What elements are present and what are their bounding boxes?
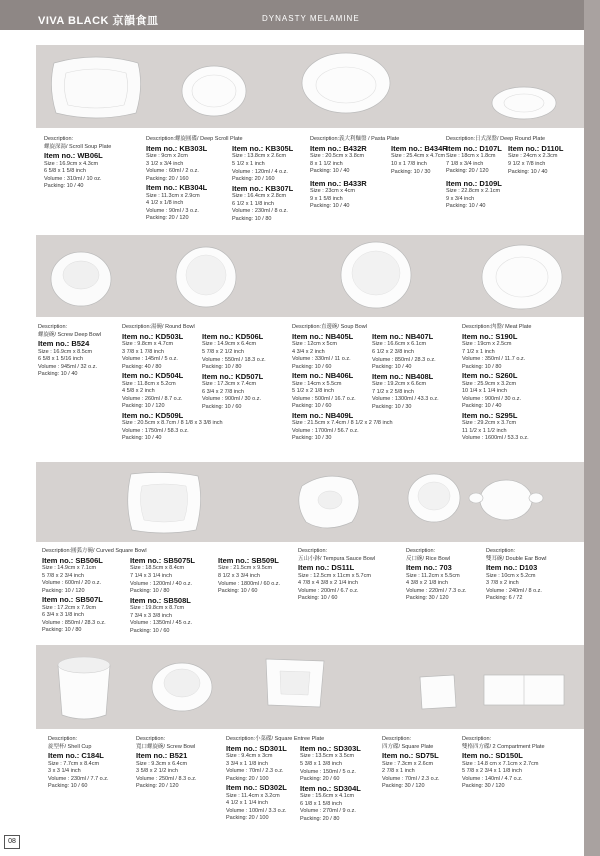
description-label: Description: (38, 324, 68, 330)
spec-line: Packing: 10 / 40 (38, 371, 78, 378)
spec-line: Packing: 30 / 120 (406, 595, 449, 602)
description-label: Description: (298, 548, 328, 554)
spec-line: Packing: 20 / 160 (146, 175, 189, 182)
spec-line: Packing: 10 / 80 (130, 588, 170, 595)
spec-line: Volume : 1300ml / 43.3 o.z. (372, 396, 439, 403)
spec-line: Size : 9.8cm x 4.7cm (122, 340, 174, 347)
description-name: 反口碗/ Rice Bowl (406, 555, 451, 562)
spec-line: 4 7/8 x 4 3/8 x 2 1/4 inch (298, 580, 358, 587)
spec-line: Packing: 10 / 40 (508, 168, 548, 175)
spec-line: Packing: 10 / 60 (130, 627, 170, 634)
spec-line: Size : 19.2cm x 6.6cm (372, 381, 427, 388)
spec-line: Volume : 230ml / 8 o.z. (232, 208, 288, 215)
spec-line: Size : 12cm x 5cm (292, 340, 337, 347)
spec-line: Packing: 10 / 80 (462, 363, 502, 370)
product-block (202, 332, 266, 411)
spec-line: Volume : 140ml / 4.7 o.z. (462, 775, 523, 782)
spec-line: Packing: 6 / 72 (486, 595, 523, 602)
spec-line: Volume : 1200ml / 40 o.z. (130, 580, 193, 587)
spec-line: Packing: 20 / 60 (300, 776, 340, 783)
spec-line: Size : 18.5cm x 8.4cm (130, 565, 185, 572)
spec-line: Packing: 20 / 80 (300, 815, 340, 822)
spec-line: Volume : 150ml / 5 o.z. (300, 768, 356, 775)
description-name: 雙耳碗/ Double Ear Bowl (486, 555, 547, 562)
item-number: Item no.: D103 (486, 563, 538, 573)
item-number: Item no.: SD301L (226, 743, 287, 753)
spec-line: 7 1/4 x 3 1/4 inch (130, 572, 172, 579)
spec-line: 5 1/2 x 2 1/8 inch (292, 388, 334, 395)
spec-line: Size : 17.3cm x 7.4cm (202, 381, 257, 388)
spec-line: 9 x 3/4 inch (446, 195, 475, 202)
deep-scroll-plate-illustration (182, 66, 246, 116)
product-block (38, 324, 101, 379)
spec-line: 6 1/2 x 2 3/8 inch (372, 348, 414, 355)
item-number: Item no.: KD506L (202, 332, 264, 341)
description-name: 雙格四方碟/ 2 Compartment Plate (462, 743, 545, 750)
spec-line: Volume : 240ml / 8 o.z. (486, 587, 542, 594)
spec-line: 6 3/4 x 2 7/8 inch (202, 388, 244, 395)
description-name: 旋型杯/ Shell Cup (48, 743, 92, 750)
spec-line: Size : 14.8 cm x 7.1cm x 2.7cm (462, 760, 539, 767)
spec-line: Size : 16.9cm x 4.3cm (44, 160, 99, 167)
spec-line: 7 1/2 x 1 inch (462, 348, 495, 355)
item-number: Item no.: B434R (391, 144, 448, 153)
spec-line: 9 1/2 x 7/8 inch (508, 160, 546, 167)
description-name: 四方碟/ Square Plate (382, 743, 434, 750)
item-number: Item no.: SB506L (42, 555, 103, 565)
spec-line: Volume : 90ml / 3 o.z. (146, 207, 199, 214)
spec-line: Volume : 145ml / 5 o.z. (122, 356, 178, 363)
spec-line: Size : 9.3cm x 6.4cm (136, 760, 188, 767)
spec-line: Volume : 250ml / 8.3 o.z. (136, 775, 197, 782)
spec-line: 8 x 1 1/2 inch (310, 160, 343, 167)
spec-line: Packing: 10 / 120 (42, 587, 85, 594)
spec-line: 6 1/8 x 1 5/8 inch (300, 800, 342, 807)
deep-round-plate-illustration (492, 87, 556, 119)
square-entree-plate-illustration (266, 659, 324, 707)
spec-line: 7 3/4 x 3 3/8 inch (130, 612, 172, 619)
description-label: Description: (136, 736, 166, 742)
spec-line: Size : 25.4cm x 4.7cm (391, 153, 446, 160)
item-number: Item no.: NB406L (292, 371, 354, 381)
item-number: Item no.: SB507L (42, 595, 103, 605)
spec-line: Packing: 10 / 30 (292, 435, 332, 442)
product-block (298, 548, 375, 603)
description-label: Description: (486, 548, 516, 554)
description-label: Description:日式深盤/ Deep Round Plate (446, 136, 546, 142)
spec-line: 6 5/8 x 1 5/8 inch (44, 168, 86, 175)
item-number: Item no.: NB405L (292, 331, 354, 341)
spec-line: 6 3/4 x 3 1/8 inch (42, 612, 84, 619)
item-number: Item no.: KB305L (232, 144, 294, 153)
spec-line: Packing: 40 / 80 (122, 363, 162, 370)
rice-bowl-illustration (408, 474, 460, 522)
spec-line: Packing: 10 / 40 (44, 183, 84, 190)
spec-line: Size : 24cm x 2.3cm (508, 153, 558, 160)
spec-line: Size : 18cm x 1.8cm (446, 152, 496, 159)
spec-line: Size : 16.9cm x 8.5cm (38, 348, 93, 355)
description-name: 寬口螺旋碗/ Screw Bowl (136, 743, 196, 750)
spec-line: 3 7/8 x 1 7/8 inch (122, 348, 164, 355)
spec-line: Volume : 1350ml / 45 o.z. (130, 620, 193, 627)
product-block (486, 548, 547, 603)
spec-line: Packing: 10 / 30 (372, 403, 412, 410)
product-block (130, 556, 195, 635)
spec-line: 3 3/4 x 1 1/8 inch (226, 760, 268, 767)
item-number: Item no.: WB06L (44, 151, 103, 161)
spec-line: Packing: 30 / 120 (382, 783, 425, 790)
spec-line: Volume : 120ml / 4 o.z. (232, 168, 288, 175)
item-number: Item no.: SB508L (130, 595, 191, 605)
item-number: Item no.: SD304L (300, 783, 361, 793)
item-number: Item no.: D109L (446, 178, 502, 188)
product-block (218, 556, 280, 596)
item-number: Item no.: D107L (446, 143, 502, 153)
spec-line: Volume : 850ml / 28.3 o.z. (42, 619, 106, 626)
photo-band-2 (36, 235, 584, 317)
product-illustrations-row-4 (36, 645, 584, 729)
item-number: Item no.: SB5075L (130, 556, 196, 565)
spec-line: Volume : 350ml / 11.7 o.z. (462, 356, 526, 363)
spec-line: Size : 13.8cm x 2.6cm (232, 153, 287, 160)
spec-line: Packing: 10 / 60 (298, 595, 338, 602)
curved-square-bowl-illustration (128, 472, 201, 533)
item-number: Item no.: B433R (310, 178, 367, 188)
spec-line: Packing: 20 / 120 (146, 215, 189, 222)
spec-line: Volume : 70ml / 2.3 o.z. (382, 775, 440, 782)
screw-bowl-illustration (152, 663, 212, 711)
spec-line: Volume : 230ml / 7.7 o.z. (48, 775, 109, 782)
spec-line: 6 1/2 x 1 1/8 inch (232, 200, 274, 207)
spec-line: 5 1/2 x 1 inch (232, 160, 265, 167)
spec-line: Volume : 600ml / 20 o.z. (42, 580, 102, 587)
item-number: Item no.: KD503L (122, 331, 184, 341)
spec-line: Volume : 310ml / 10 oz. (44, 175, 102, 182)
spec-line: 8 1/2 x 3 3/4 inch (218, 572, 260, 579)
spec-line: Size : 7.3cm x 2.6cm (382, 760, 434, 767)
item-number: Item no.: 703 (406, 563, 452, 573)
product-block (462, 736, 545, 791)
scroll-soup-plate-illustration (51, 57, 140, 118)
description-label: Description:圓弧方碗/ Curved Square Bowl (42, 548, 147, 554)
spec-line: Packing: 20 / 100 (226, 775, 269, 782)
spec-line: Size : 11.8cm x 5.2cm (122, 380, 176, 387)
description-label: Description: (44, 136, 74, 142)
product-block (48, 736, 109, 791)
spec-line: Packing: 10 / 80 (42, 627, 82, 634)
photo-band-4 (36, 645, 584, 729)
spec-line: Size : 11.2cm x 5.5cm (406, 572, 460, 579)
description-label: Description:肉盤/ Meat Plate (462, 324, 532, 330)
screw-deep-bowl-illustration (51, 252, 111, 306)
spec-line: 4 1/2 x 1/8 inch (146, 200, 184, 207)
description-label: Description: (382, 736, 412, 742)
spec-line: Size : 14cm x 5.5cm (292, 380, 342, 387)
spec-line: Size : 11.4cm x 3.2cm (226, 792, 280, 799)
spec-line: Size : 23cm x 4cm (310, 188, 355, 195)
item-number: Item no.: NB409L (292, 410, 354, 420)
item-number: Item no.: SD75L (382, 751, 439, 761)
spec-line: Packing: 20 / 100 (226, 815, 269, 822)
spec-line: 3 7/8 x 2 inch (486, 580, 519, 587)
spec-line: Size : 11.3cm x 2.9cm (146, 192, 200, 199)
item-number: Item no.: KD504L (122, 371, 184, 381)
spec-line: Size : 9.4cm x 3cm (226, 752, 273, 759)
brand-subtitle: DYNASTY MELAMINE (262, 14, 360, 23)
product-block (406, 548, 467, 603)
description-label: Description: (406, 548, 436, 554)
spec-line: 4 5/8 x 2 inch (122, 388, 155, 395)
spec-line: Volume : 900ml / 30 o.z. (202, 396, 262, 403)
product-block (391, 144, 448, 176)
spec-line: Packing: 10 / 40 (446, 203, 486, 210)
product-block (44, 136, 111, 191)
spec-line: Volume : 100ml / 3.3 o.z. (226, 807, 287, 814)
description-label: Description:湯碗/ Round Bowl (122, 324, 195, 330)
spec-line: Volume : 260ml / 8.7 o.z. (122, 395, 183, 402)
spec-line: 3 1/2 x 3/4 inch (146, 160, 184, 167)
header-bar (0, 0, 600, 30)
item-number: Item no.: NB407L (372, 332, 434, 341)
item-number: Item no.: SD302L (226, 783, 287, 793)
description-label: Description:直邊碗/ Soup Bowl (292, 324, 367, 330)
spec-line: 7 1/2 x 2 5/8 inch (372, 388, 414, 395)
spec-line: Packing: 10 / 40 (122, 435, 162, 442)
spec-line: Packing: 10 / 60 (202, 403, 242, 410)
spec-line: Volume : 1800ml / 60 o.z. (218, 580, 281, 587)
spec-line: Volume : 900ml / 30 o.z. (462, 395, 522, 402)
description-label: Description: (462, 736, 492, 742)
spec-line: Size : 7.7cm x 8.4cm (48, 760, 100, 767)
spec-line: Size : 9cm x 2cm (146, 152, 188, 159)
item-number: Item no.: NB408L (372, 371, 434, 381)
spec-line: Packing: 10 / 40 (372, 364, 412, 371)
spec-line: Volume : 945ml / 32 o.z. (38, 363, 98, 370)
item-number: Item no.: KB307L (232, 183, 294, 193)
product-block (462, 324, 531, 443)
spec-line: Packing: 10 / 60 (48, 783, 88, 790)
compartment-plate-illustration (484, 675, 564, 705)
photo-band-1 (36, 45, 584, 128)
pasta-plate-illustration (302, 53, 390, 113)
spec-line: 5 7/8 x 2 3/4 inch (42, 572, 84, 579)
spec-line: Size : 16.6cm x 6.1cm (372, 341, 427, 348)
product-block (372, 332, 439, 411)
tempura-sauce-bowl-illustration (299, 476, 359, 528)
item-number: Item no.: B524 (38, 339, 90, 349)
item-number: Item no.: KB304L (146, 183, 208, 193)
page-number: 08 (4, 835, 20, 849)
spec-line: Packing: 10 / 80 (202, 364, 242, 371)
spec-line: 4 3/8 x 2 1/8 inch (406, 580, 448, 587)
product-block (232, 144, 293, 223)
spec-line: Volume : 60ml / 2 o.z. (146, 168, 199, 175)
item-number: Item no.: S260L (462, 371, 518, 381)
spec-line: Size : 29.2cm x 3.7cm (462, 420, 517, 427)
item-number: Item no.: B432R (310, 143, 367, 153)
description-label: Description:小菜碟/ Square Entree Plate (226, 736, 325, 742)
shell-cup-illustration (58, 657, 110, 719)
spec-line: Size : 21.5cm x 9.5cm (218, 565, 273, 572)
description-name: 螺旋碗/ Screw Deep Bowl (38, 331, 101, 338)
item-number: Item no.: SD303L (300, 744, 361, 753)
item-number: Item no.: KD509L (122, 410, 184, 420)
spec-line: Size : 15.6cm x 4.1cm (300, 793, 355, 800)
spec-line: Volume : 550ml / 18.3 o.z. (202, 356, 266, 363)
double-ear-bowl-illustration (469, 480, 543, 520)
description-label: Description: (48, 736, 78, 742)
spec-line: Size : 20.5cm x 8.7cm / 8 1/8 x 3 3/8 inch (122, 420, 223, 427)
spec-line: Volume : 1700ml / 56.7 o.z. (292, 427, 359, 434)
spec-line: Packing: 10 / 40 (310, 168, 350, 175)
item-number: Item no.: SD150L (462, 751, 523, 761)
item-number: Item no.: B521 (136, 751, 188, 761)
spec-line: Volume : 500ml / 16.7 o.z. (292, 395, 356, 402)
item-number: Item no.: S295L (462, 410, 518, 420)
item-number: Item no.: SB509L (218, 556, 279, 565)
square-plate-illustration (420, 675, 456, 709)
spec-line: 10 1/4 x 1 1/4 inch (462, 388, 507, 395)
spec-line: 9 x 1 5/8 inch (310, 195, 343, 202)
brand-title: VIVA BLACK 京韻食皿 (38, 15, 159, 27)
spec-line: 5 7/8 x 2 1/2 inch (202, 348, 244, 355)
product-illustrations-row-3 (36, 462, 584, 542)
photo-band-3 (36, 462, 584, 542)
spec-line: Size : 19.8cm x 8.7cm (130, 605, 185, 612)
spec-line: 5 7/8 x 2 3/4 x 1 1/8 inch (462, 768, 522, 775)
item-number: Item no.: KD507L (202, 371, 264, 381)
item-number: Item no.: DS11L (298, 563, 355, 573)
round-bowl-illustration (176, 247, 236, 307)
spec-line: 3 5/8 x 2 1/2 inch (136, 768, 178, 775)
product-block (382, 736, 439, 791)
spec-line: Packing: 10 / 40 (310, 203, 350, 210)
spec-line: Size : 14.9cm x 7.1cm (42, 564, 97, 571)
spec-line: 6 5/8 x 1 5/16 inch (38, 356, 83, 363)
spec-line: Size : 25.9cm x 3.2cm (462, 380, 517, 387)
spec-line: Size : 20.5cm x 3.8cm (310, 152, 365, 159)
spec-line: Packing: 10 / 80 (232, 215, 272, 222)
description-name: 螺旋深湯/ Scroll Soup Plate (44, 143, 112, 150)
spec-line: 4 1/2 x 1 1/4 inch (226, 800, 268, 807)
spec-line: Size : 21.5cm x 7.4cm / 8 1/2 x 2 7/8 inch (292, 420, 393, 427)
spec-line: Packing: 30 / 120 (462, 783, 505, 790)
item-number: Item no.: KB303L (146, 143, 208, 153)
spec-line: 2 7/8 x 1 inch (382, 768, 415, 775)
spec-line: Packing: 10 / 40 (462, 403, 502, 410)
spec-line: Volume : 200ml / 6.7 o.z. (298, 587, 359, 594)
description-name: 五山小鉢/ Tempura Sauce Bowl (298, 555, 376, 562)
meat-plate-illustration (482, 245, 562, 309)
spec-line: 10 x 1 7/8 inch (391, 160, 427, 167)
spec-line: Size : 10cm x 5.2cm (486, 572, 536, 579)
spec-line: Packing: 10 / 30 (391, 168, 431, 175)
spec-line: Volume : 220ml / 7.3 o.z. (406, 587, 467, 594)
spec-line: Size : 19cm x 2.5cm (462, 340, 512, 347)
spec-line: Volume : 1750ml / 58.3 o.z. (122, 427, 189, 434)
spec-line: Volume : 330ml / 11 o.z. (292, 356, 351, 363)
product-block (508, 144, 563, 176)
spec-line: Size : 22.8cm x 2.1cm (446, 188, 501, 195)
product-block (300, 744, 361, 823)
description-label: Description:義大利麵盤 / Pasta Plate (310, 136, 400, 142)
product-block (146, 136, 243, 223)
item-number: Item no.: D110L (508, 144, 564, 153)
spec-line: Packing: 20 / 120 (446, 168, 489, 175)
spec-line: Size : 14.9cm x 6.4cm (202, 341, 257, 348)
spec-line: 5 3/8 x 1 3/8 inch (300, 760, 342, 767)
spec-line: Size : 12.5cm x 11cm x 5.7cm (298, 572, 371, 579)
spec-line: Volume : 1600ml / 53.3 o.z. (462, 435, 529, 442)
spec-line: Packing: 20 / 120 (136, 783, 179, 790)
spec-line: Size : 16.4cm x 2.8cm (232, 193, 287, 200)
soup-bowl-illustration (341, 242, 411, 308)
spec-line: Size : 17.2cm x 7.9cm (42, 604, 97, 611)
spec-line: 7 1/8 x 3/4 inch (446, 160, 484, 167)
right-color-band (584, 0, 600, 856)
spec-line: Packing: 20 / 160 (232, 176, 275, 183)
spec-line: Volume : 70ml / 2.3 o.z. (226, 768, 284, 775)
spec-line: Volume : 850ml / 28.3 o.z. (372, 356, 436, 363)
item-number: Item no.: S190L (462, 331, 518, 341)
spec-line: Packing: 10 / 60 (292, 403, 332, 410)
product-illustrations-row-1 (36, 45, 584, 128)
product-block (310, 136, 399, 211)
spec-line: Volume : 270ml / 9 o.z. (300, 808, 356, 815)
spec-line: Size : 13.5cm x 3.5cm (300, 753, 355, 760)
spec-line: Packing: 10 / 60 (292, 363, 332, 370)
spec-line: 3 x 3 1/4 inch (48, 768, 81, 775)
item-number: Item no.: C184L (48, 751, 104, 761)
description-label: Description:螺旋圓碟/ Deep Scroll Plate (146, 136, 243, 142)
spec-line: Packing: 10 / 120 (122, 403, 165, 410)
product-block (136, 736, 197, 791)
spec-line: 4 3/4 x 2 inch (292, 348, 325, 355)
spec-line: 11 1/2 x 1 1/2 inch (462, 427, 507, 434)
spec-line: Packing: 10 / 60 (218, 588, 258, 595)
product-illustrations-row-2 (36, 235, 584, 317)
